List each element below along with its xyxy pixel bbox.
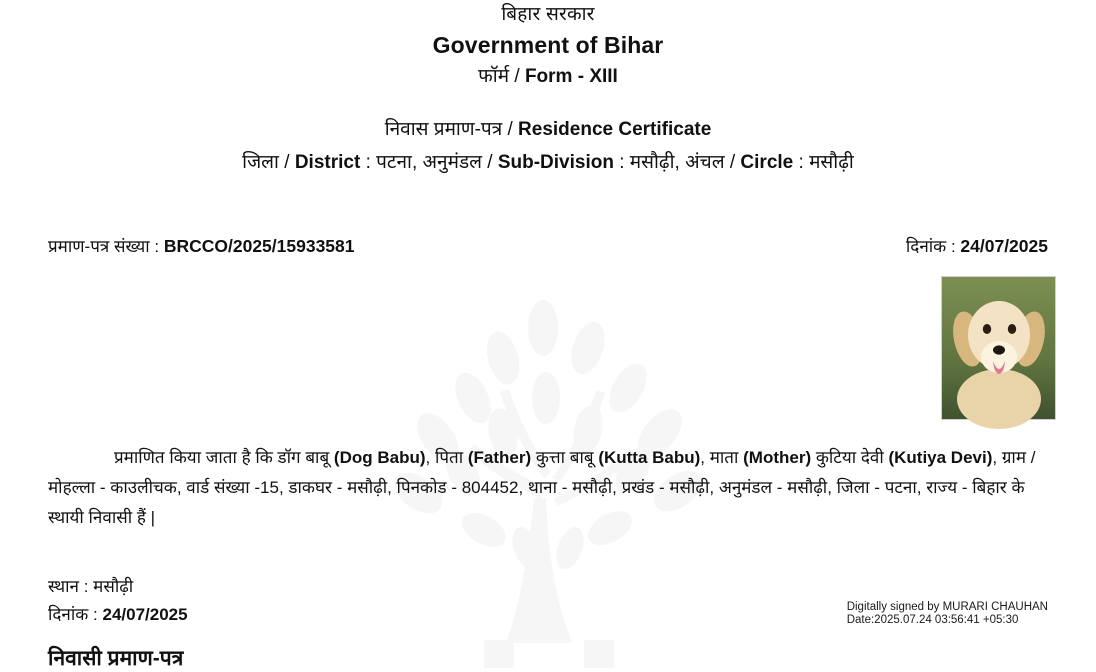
body-father-english: (Kutta Babu) — [598, 448, 701, 467]
certificate-title — [48, 115, 1048, 145]
certificate-jurisdiction — [48, 148, 1048, 178]
footer-date — [48, 601, 188, 629]
digital-signature-block — [847, 601, 1048, 629]
circle-label-english: Circle — [740, 152, 794, 173]
circle-value: : मसौढ़ी — [793, 152, 854, 173]
body-name-english: (Dog Babu) — [333, 448, 426, 467]
certificate-title-english: Residence Certificate — [518, 119, 712, 140]
subdivision-value: : मसौढ़ी, अंचल / — [613, 152, 741, 173]
certificate-title-hindi: निवास प्रमाण-पत्र / — [384, 119, 519, 140]
signature-line-1: Digitally signed by MURARI CHAUHAN — [846, 601, 1048, 613]
certificate-body-text — [48, 443, 1048, 533]
form-label-english: Form - XIII — [524, 66, 618, 87]
footer-date-label: दिनांक : — [48, 605, 103, 624]
district-label-english: District — [294, 152, 361, 173]
footer-date-value: 24/07/2025 — [102, 605, 188, 624]
district-value: : पटना, अनुमंडल / — [360, 152, 498, 173]
footer-place-value: मसौढ़ी — [93, 577, 134, 596]
body-text-3: कुत्ता बाबू — [531, 448, 599, 467]
body-text-2: , पिता — [425, 448, 468, 467]
certificate-footer — [48, 573, 1048, 629]
body-father-label: (Father) — [467, 448, 532, 467]
state-name-hindi: बिहार सरकार — [501, 4, 595, 25]
district-label-hindi: जिला / — [242, 152, 295, 173]
certificate-date-value: 24/07/2025 — [960, 236, 1048, 256]
form-number — [48, 61, 1048, 93]
document-header — [48, 0, 1048, 93]
body-text-4: , माता — [700, 448, 744, 467]
body-mother-english: (Kutiya Devi) — [888, 448, 993, 467]
body-text-1: प्रमाणित किया जाता है कि डॉग बाबू — [114, 448, 334, 467]
signature-line-2: Date:2025.07.24 03:56:41 +05:30 — [846, 614, 1019, 626]
footer-place-date — [48, 573, 188, 629]
body-text-5: कुटिया देवी — [811, 448, 889, 467]
body-text-6: , ग्राम / मोहल्ला - काउलीचक, वार्ड संख्या -15, डाकघर - मसौढ़ी, पिनकोड - 804452, थाना - मसौढ़ी, प्रखंड - मसौढ़ी, अनुमंडल - मसौढ़ी, जिला - पटना, राज्य - बिहार के स्थायी निवासी हैं | — [48, 448, 1036, 527]
certificate-meta-row — [48, 234, 1048, 257]
certificate-number — [48, 234, 355, 257]
footer-place — [48, 573, 188, 601]
certificate-number-value: BRCCO/2025/15933581 — [163, 236, 355, 256]
footer-place-label: स्थान : — [48, 577, 94, 596]
footer-cut-text: निवासी प्रमाण-पत्र — [48, 647, 184, 670]
certificate-date — [906, 234, 1048, 257]
applicant-photo — [941, 276, 1056, 420]
subdivision-label-english: Sub-Division — [497, 152, 614, 173]
certificate-date-label: दिनांक : — [905, 237, 961, 256]
form-label-hindi: फॉर्म / — [478, 66, 525, 87]
body-mother-label: (Mother) — [743, 448, 812, 467]
certificate-number-label: प्रमाण-पत्र संख्या : — [48, 237, 164, 256]
state-name-english: Government of Bihar — [432, 32, 664, 58]
